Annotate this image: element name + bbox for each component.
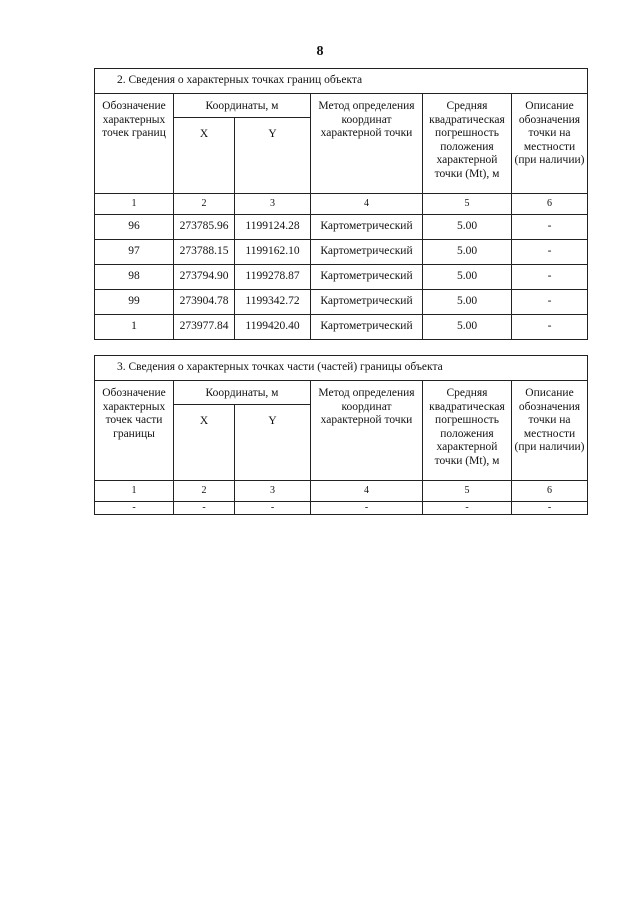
cell-y: 1199342.72 xyxy=(235,290,311,315)
cell-x: - xyxy=(174,502,235,515)
column-number: 5 xyxy=(423,194,512,215)
header-point-designation: Обозначение характерных точек границ xyxy=(95,94,174,194)
header-method: Метод определения координат характерной точки xyxy=(311,94,423,194)
header-coordinates: Координаты, м xyxy=(174,94,311,118)
section-3-title: 3. Сведения о характерных точках части (частей) границы объекта xyxy=(95,356,588,381)
section-2-title: 2. Сведения о характерных точках границ объекта xyxy=(95,69,588,94)
header-method: Метод определения координат характерной точки xyxy=(311,381,423,481)
column-number: 5 xyxy=(423,481,512,502)
cell-x: 273785.96 xyxy=(174,215,235,240)
table-row xyxy=(95,502,588,515)
cell-mt: 5.00 xyxy=(423,315,512,340)
cell-desc: - xyxy=(512,265,588,290)
header-accuracy: Средняя квадратическая погрешность положения характерной точки (Mt), м xyxy=(423,381,512,481)
cell-mt: - xyxy=(423,502,512,515)
header-description: Описание обозначения точки на местности (при наличии) xyxy=(512,94,588,194)
column-number: 1 xyxy=(95,481,174,502)
column-number: 3 xyxy=(235,481,311,502)
column-number: 6 xyxy=(512,194,588,215)
header-accuracy: Средняя квадратическая погрешность положения характерной точки (Mt), м xyxy=(423,94,512,194)
column-number: 1 xyxy=(95,194,174,215)
cell-method: Картометрический xyxy=(311,240,423,265)
cell-mt: 5.00 xyxy=(423,240,512,265)
header-point-designation: Обозначение характерных точек части границы xyxy=(95,381,174,481)
header-coordinates: Координаты, м xyxy=(174,381,311,405)
table-row xyxy=(95,265,588,290)
cell-y: 1199162.10 xyxy=(235,240,311,265)
cell-desc: - xyxy=(512,290,588,315)
page-number: 8 xyxy=(316,44,324,59)
cell-point: - xyxy=(95,502,174,515)
cell-desc: - xyxy=(512,215,588,240)
cell-method: Картометрический xyxy=(311,265,423,290)
cell-desc: - xyxy=(512,315,588,340)
boundary-part-points-table xyxy=(94,355,588,515)
cell-x: 273788.15 xyxy=(174,240,235,265)
cell-mt: 5.00 xyxy=(423,290,512,315)
characteristic-points-table xyxy=(94,68,588,340)
cell-mt: 5.00 xyxy=(423,265,512,290)
table-row xyxy=(95,315,588,340)
cell-desc: - xyxy=(512,502,588,515)
cell-y: 1199124.28 xyxy=(235,215,311,240)
cell-method: Картометрический xyxy=(311,215,423,240)
column-number: 4 xyxy=(311,481,423,502)
cell-point: 99 xyxy=(95,290,174,315)
column-number: 2 xyxy=(174,194,235,215)
cell-method: Картометрический xyxy=(311,315,423,340)
header-y: Y xyxy=(235,405,311,481)
cell-x: 273794.90 xyxy=(174,265,235,290)
cell-x: 273904.78 xyxy=(174,290,235,315)
header-y: Y xyxy=(235,118,311,194)
cell-desc: - xyxy=(512,240,588,265)
table-row xyxy=(95,240,588,265)
cell-point: 98 xyxy=(95,265,174,290)
cell-y: 1199278.87 xyxy=(235,265,311,290)
column-numbers-row xyxy=(95,481,588,502)
cell-point: 96 xyxy=(95,215,174,240)
column-numbers-row xyxy=(95,194,588,215)
header-description: Описание обозначения точки на местности (при наличии) xyxy=(512,381,588,481)
header-x: X xyxy=(174,118,235,194)
table-row xyxy=(95,215,588,240)
cell-point: 97 xyxy=(95,240,174,265)
cell-method: - xyxy=(311,502,423,515)
cell-y: - xyxy=(235,502,311,515)
table-row xyxy=(95,290,588,315)
column-number: 2 xyxy=(174,481,235,502)
cell-y: 1199420.40 xyxy=(235,315,311,340)
column-number: 3 xyxy=(235,194,311,215)
cell-mt: 5.00 xyxy=(423,215,512,240)
column-number: 6 xyxy=(512,481,588,502)
header-x: X xyxy=(174,405,235,481)
cell-x: 273977.84 xyxy=(174,315,235,340)
cell-point: 1 xyxy=(95,315,174,340)
cell-method: Картометрический xyxy=(311,290,423,315)
column-number: 4 xyxy=(311,194,423,215)
